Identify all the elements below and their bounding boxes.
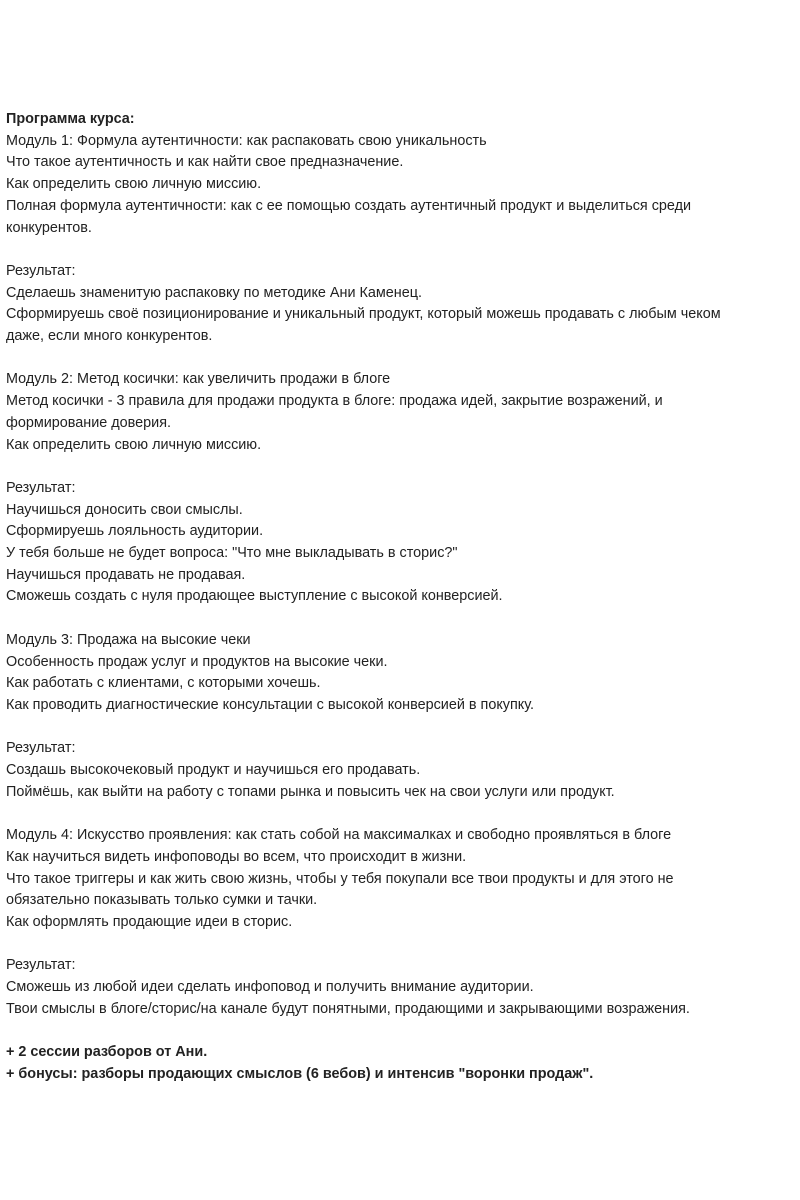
course-program-document [6, 109, 800, 1090]
text-line: Сможешь из любой идеи сделать инфоповод и получить внимание аудитории. [6, 979, 534, 996]
paragraph-gap [6, 934, 800, 956]
text-line: Как научиться видеть инфоповоды во всем, что происходит в жизни. [6, 848, 467, 865]
bonus-extras: + бонусы: разборы продающих смыслов (6 вебов) и интенсив "воронки продаж". [6, 1065, 594, 1082]
text-line: Создашь высокочековый продукт и научишься его продавать. [6, 762, 421, 779]
paragraph-gap [6, 803, 800, 825]
text-line: Полная формула аутентичности: как с ее помощью создать аутентичный продукт и выделиться среди [6, 197, 692, 214]
paragraph-gap [6, 239, 800, 261]
text-line: формирование доверия. [6, 414, 171, 431]
text-line: Что такое аутентичность и как найти свое предназначение. [6, 154, 404, 171]
text-line: Как определить свою личную миссию. [6, 176, 262, 193]
text-line: Научишься доносить свои смыслы. [6, 501, 243, 518]
text-block [6, 630, 800, 717]
text-block [6, 825, 800, 934]
text-line: Твои смыслы в блоге/сторис/на канале будут понятными, продающими и закрывающими возражения. [6, 1000, 690, 1017]
text-block [6, 369, 800, 456]
text-line: Метод косички - 3 правила для продажи продукта в блоге: продажа идей, закрытие возражений, и [6, 393, 663, 410]
text-block [6, 131, 800, 240]
program-body [6, 131, 800, 1021]
paragraph-gap [6, 456, 800, 478]
text-line: обязательно показывать только сумки и тачки. [6, 892, 318, 909]
text-block [6, 738, 800, 803]
paragraph-gap [6, 717, 800, 739]
program-heading: Программа курса: [6, 111, 135, 127]
text-line: Модуль 1: Формула аутентичности: как распаковать свою уникальность [6, 132, 487, 149]
text-block [6, 955, 800, 1020]
text-line: Что такое триггеры и как жить свою жизнь, чтобы у тебя покупали все твои продукты и для этого не [6, 870, 674, 887]
text-line: Как определить свою личную миссию. [6, 436, 262, 453]
text-line: Сформируешь лояльность аудитории. [6, 523, 264, 540]
text-line: Модуль 3: Продажа на высокие чеки [6, 631, 251, 648]
text-line: У тебя больше не будет вопроса: "Что мне выкладывать в сторис?" [6, 545, 458, 562]
text-line: Как проводить диагностические консультации с высокой конверсией в покупку. [6, 696, 534, 713]
text-line: Результат: [6, 262, 76, 279]
text-line: Особенность продаж услуг и продуктов на высокие чеки. [6, 653, 388, 670]
text-line: Сформируешь своё позиционирование и уникальный продукт, который можешь продавать с любым чеком [6, 306, 721, 323]
text-line: даже, если много конкурентов. [6, 328, 213, 345]
paragraph-gap [6, 1020, 800, 1042]
paragraph-gap [6, 348, 800, 370]
text-line: Научишься продавать не продавая. [6, 566, 246, 583]
text-line: Результат: [6, 957, 76, 974]
text-line: конкурентов. [6, 219, 92, 236]
paragraph-gap [6, 608, 800, 630]
text-line: Модуль 4: Искусство проявления: как стать собой на максималках и свободно проявляться в блоге [6, 827, 672, 844]
text-block [6, 261, 800, 348]
text-line: Модуль 2: Метод косички: как увеличить продажи в блоге [6, 371, 391, 388]
text-line: Сможешь создать с нуля продающее выступление с высокой конверсией. [6, 588, 503, 605]
text-line: Результат: [6, 740, 76, 757]
text-line: Как оформлять продающие идеи в сторис. [6, 913, 293, 930]
text-block [6, 478, 800, 608]
bonus-sessions: + 2 сессии разборов от Ани. [6, 1044, 208, 1061]
text-line: Поймёшь, как выйти на работу с топами рынка и повысить чек на свои услуги или продукт. [6, 783, 615, 800]
text-line: Сделаешь знаменитую распаковку по методике Ани Каменец. [6, 284, 422, 301]
text-line: Результат: [6, 479, 76, 496]
text-line: Как работать с клиентами, с которыми хочешь. [6, 675, 321, 692]
